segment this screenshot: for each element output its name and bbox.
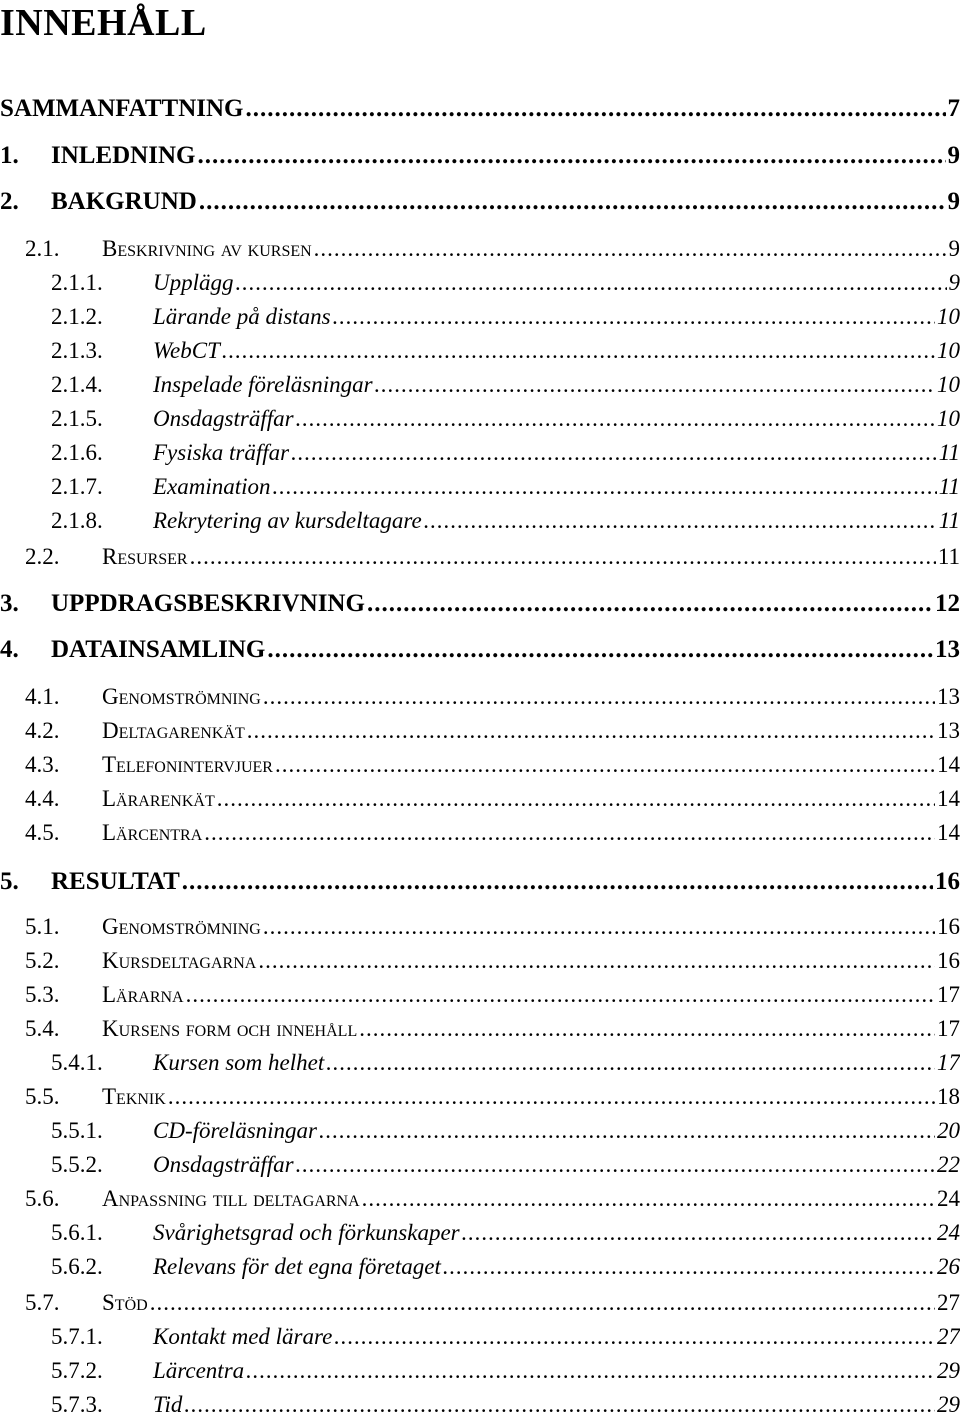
toc-entry-page-number: 14 [937,820,960,846]
toc-entry-page-number: 9 [948,188,960,216]
toc-entry-number: 5.5.1. [51,1118,153,1144]
toc-entry-page-number: 13 [937,718,960,744]
toc-entry-label: SAMMANFATTNING [0,95,244,123]
dot-leader [319,1118,935,1144]
toc-entry-label: Genomströmning [102,914,261,940]
toc-entry-page-number: 13 [937,684,960,710]
toc-entry[interactable] [25,1084,960,1116]
toc-entry-number: 1. [0,142,51,170]
toc-entry-label: UPPDRAGSBESKRIVNING [51,590,365,618]
toc-entry[interactable] [51,1392,960,1424]
toc-entry-page-number: 11 [938,544,960,570]
toc-entry-label: Onsdagsträffar [153,1152,294,1178]
toc-entry-page-number: 14 [937,786,960,812]
dot-leader [236,270,947,296]
toc-entry[interactable] [51,474,960,506]
toc-entry-page-number: 12 [935,590,960,618]
dot-leader [150,1290,935,1316]
toc-entry-page-number: 27 [937,1324,960,1350]
toc-entry[interactable] [51,270,960,302]
dot-leader [333,304,935,330]
toc-entry-page-number: 9 [949,270,960,296]
toc-entry[interactable] [51,1152,960,1184]
toc-entry-page-number: 16 [937,948,960,974]
toc-entry-label: Lärcentra [102,820,202,846]
dot-leader [186,982,935,1008]
toc-entry-page-number: 10 [937,338,960,364]
dot-leader [359,1016,935,1042]
toc-entry-label: Telefonintervjuer [102,752,273,778]
toc-entry-page-number: 16 [937,914,960,940]
toc-entry[interactable] [51,304,960,336]
dot-leader [296,1152,935,1178]
toc-entry-label: Fysiska träffar [153,440,289,466]
toc-entry[interactable] [0,636,960,670]
toc-entry-label: Lärcentra [153,1358,244,1384]
toc-entry-number: 4.5. [25,820,102,846]
dot-leader [267,636,933,664]
toc-entry-page-number: 29 [937,1358,960,1384]
toc-entry-number: 5.6.1. [51,1220,153,1246]
toc-entry-page-number: 22 [937,1152,960,1178]
toc-entry-number: 2.1.2. [51,304,153,330]
toc-entry[interactable] [25,718,960,750]
toc-entry-number: 5.4.1. [51,1050,153,1076]
dot-leader [326,1050,935,1076]
toc-entry-label: BAKGRUND [51,188,197,216]
toc-entry-number: 2.1.5. [51,406,153,432]
toc-entry-label: Svårighetsgrad och förkunskaper [153,1220,460,1246]
toc-entry[interactable] [25,820,960,852]
dot-leader [424,508,937,534]
toc-entry-page-number: 10 [937,406,960,432]
dot-leader [190,544,936,570]
toc-entry-page-number: 24 [937,1220,960,1246]
toc-entry[interactable] [25,1290,960,1322]
dot-leader [462,1220,935,1246]
toc-entry-number: 2.1.1. [51,270,153,296]
toc-entry-label: Beskrivning av kursen [102,236,312,262]
toc-entry-label: Relevans för det egna företaget [153,1254,441,1280]
dot-leader [246,95,946,123]
dot-leader [246,1358,935,1384]
page-title: INNEHÅLL [0,0,207,46]
toc-entry-page-number: 17 [937,1050,960,1076]
toc-entry-page-number: 24 [937,1186,960,1212]
toc-entry[interactable] [25,544,960,576]
toc-entry-label: Lärarenkät [102,786,215,812]
toc-entry-label: Stöd [102,1290,148,1316]
toc-entry[interactable] [0,95,960,129]
toc-entry[interactable] [0,188,960,222]
toc-entry-number: 5.1. [25,914,102,940]
toc-entry[interactable] [51,406,960,438]
toc-entry-page-number: 27 [937,1290,960,1316]
toc-entry-label: Kursens form och innehåll [102,1016,357,1042]
dot-leader [275,752,935,778]
dot-leader [375,372,935,398]
toc-entry-number: 2.1.7. [51,474,153,500]
toc-entry-label: Inspelade föreläsningar [153,372,373,398]
dot-leader [197,142,945,170]
toc-entry-label: Onsdagsträffar [153,406,294,432]
toc-entry[interactable] [25,684,960,716]
toc-entry[interactable] [51,1358,960,1390]
toc-entry-label: Lärande på distans [153,304,331,330]
toc-entry-number: 5.5. [25,1084,102,1110]
dot-leader [204,820,935,846]
toc-entry-number: 5.2. [25,948,102,974]
toc-entry[interactable] [0,142,960,176]
toc-entry-page-number: 10 [937,304,960,330]
toc-entry-page-number: 10 [937,372,960,398]
toc-entry-label: Genomströmning [102,684,261,710]
toc-entry-page-number: 7 [948,95,960,123]
toc-entry-number: 5.7. [25,1290,102,1316]
toc-entry-number: 2.2. [25,544,102,570]
toc-entry-label: Resurser [102,544,188,570]
toc-entry[interactable] [25,1186,960,1218]
toc-entry-label: Deltagarenkät [102,718,245,744]
toc-entry-label: Upplägg [153,270,234,296]
toc-entry-number: 2.1.3. [51,338,153,364]
dot-leader [314,236,947,262]
toc-entry-number: 4.2. [25,718,102,744]
toc-entry-number: 4. [0,636,51,664]
toc-entry-page-number: 11 [939,508,960,534]
toc-entry-label: RESULTAT [51,868,180,896]
toc-entry-number: 2.1.4. [51,372,153,398]
toc-entry-number: 5. [0,868,51,896]
toc-entry-page-number: 20 [937,1118,960,1144]
toc-entry-number: 3. [0,590,51,618]
dot-leader [199,188,946,216]
toc-entry-number: 5.4. [25,1016,102,1042]
dot-leader [443,1254,935,1280]
toc-entry-label: Tid [153,1392,182,1418]
dot-leader [296,406,935,432]
toc-entry[interactable] [0,590,960,624]
dot-leader [184,1392,935,1418]
toc-entry[interactable] [51,338,960,370]
toc-entry-number: 2.1.8. [51,508,153,534]
toc-entry-label: Teknik [102,1084,166,1110]
toc-entry-number: 4.4. [25,786,102,812]
toc-entry[interactable] [25,752,960,784]
dot-leader [291,440,937,466]
toc-entry-label: Examination [153,474,271,500]
dot-leader [168,1084,935,1110]
toc-entry[interactable] [25,236,960,268]
toc-entry-number: 2. [0,188,51,216]
dot-leader [367,590,933,618]
toc-entry-page-number: 18 [937,1084,960,1110]
toc-entry-page-number: 17 [937,1016,960,1042]
toc-entry-number: 5.7.1. [51,1324,153,1350]
toc-entry-page-number: 11 [939,440,960,466]
dot-leader [258,948,935,974]
toc-entry-page-number: 16 [935,868,960,896]
dot-leader [182,868,933,896]
toc-entry-label: Kontakt med lärare [153,1324,332,1350]
toc-entry-label: Lärarna [102,982,184,1008]
toc-entry-label: Kursen som helhet [153,1050,324,1076]
toc-entry-page-number: 29 [937,1392,960,1418]
toc-entry-number: 2.1. [25,236,102,262]
toc-entry[interactable] [51,1118,960,1150]
toc-entry[interactable] [25,914,960,946]
toc-entry-number: 4.3. [25,752,102,778]
toc-entry-label: Rekrytering av kursdeltagare [153,508,422,534]
dot-leader [362,1186,935,1212]
dot-leader [217,786,935,812]
toc-entry-page-number: 26 [937,1254,960,1280]
toc-entry-page-number: 11 [939,474,960,500]
toc-entry[interactable] [51,1050,960,1082]
toc-entry-label: DATAINSAMLING [51,636,265,664]
toc-entry[interactable] [51,372,960,404]
toc-entry[interactable] [25,982,960,1014]
toc-entry-label: CD-föreläsningar [153,1118,317,1144]
toc-entry[interactable] [51,508,960,540]
toc-entry-label: WebCT [153,338,220,364]
toc-entry-label: Anpassning till deltagarna [102,1186,360,1212]
toc-entry-number: 5.5.2. [51,1152,153,1178]
toc-entry-number: 5.7.3. [51,1392,153,1418]
toc-entry-number: 5.7.2. [51,1358,153,1384]
toc-entry-number: 4.1. [25,684,102,710]
dot-leader [334,1324,935,1350]
toc-entry[interactable] [25,1016,960,1048]
toc-entry-page-number: 9 [949,236,960,262]
toc-entry-page-number: 17 [937,982,960,1008]
toc-entry-label: Kursdeltagarna [102,948,256,974]
toc-entry[interactable] [25,786,960,818]
toc-entry[interactable] [25,948,960,980]
toc-entry-number: 5.6. [25,1186,102,1212]
toc-entry-number: 5.3. [25,982,102,1008]
dot-leader [222,338,935,364]
dot-leader [273,474,937,500]
toc-entry-page-number: 14 [937,752,960,778]
toc-entry-page-number: 9 [948,142,960,170]
toc-entry-number: 5.6.2. [51,1254,153,1280]
toc-entry[interactable] [0,868,960,902]
toc-entry[interactable] [51,1220,960,1252]
toc-entry[interactable] [51,1254,960,1286]
dot-leader [247,718,935,744]
toc-entry[interactable] [51,1324,960,1356]
toc-entry-page-number: 13 [935,636,960,664]
dot-leader [263,684,935,710]
toc-entry-label: INLEDNING [51,142,195,170]
toc-entry-number: 2.1.6. [51,440,153,466]
toc-entry[interactable] [51,440,960,472]
dot-leader [263,914,935,940]
